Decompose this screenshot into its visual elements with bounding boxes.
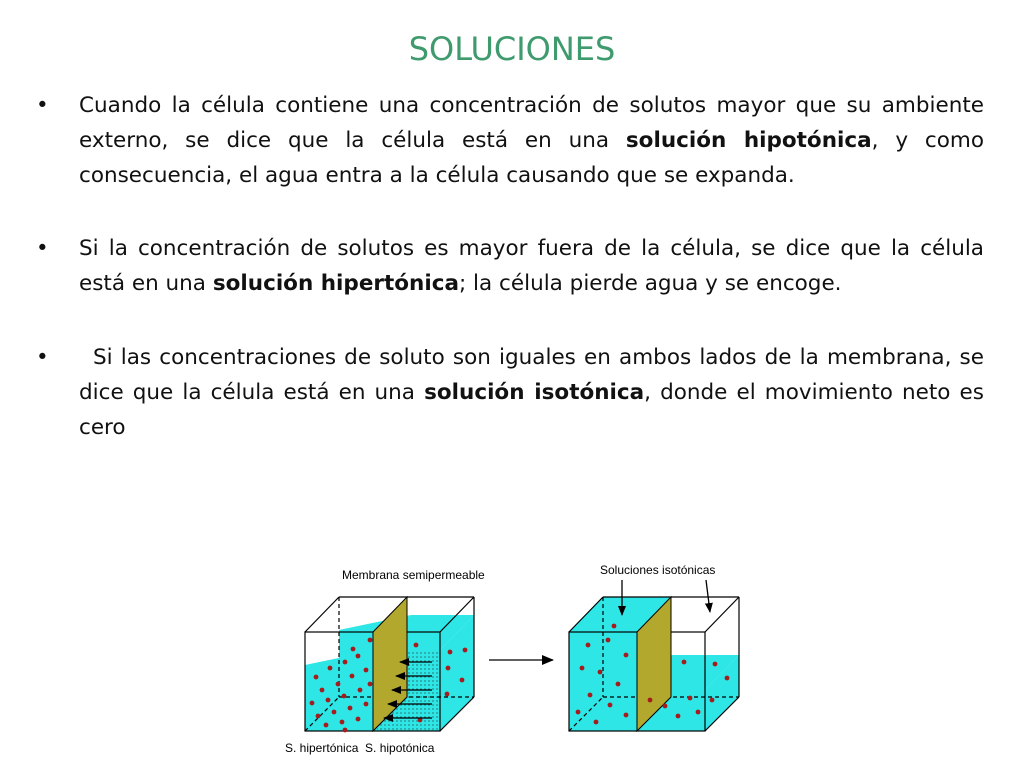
bullet-symbol: •: [36, 236, 49, 261]
term-isotonica: solución isotónica: [424, 380, 645, 405]
bullet-text-part2: ; la célula pierde agua y se encoge.: [458, 271, 842, 296]
page-title: SOLUCIONES: [408, 30, 616, 68]
box-before: [305, 597, 474, 732]
label-bottom: S. hipertónica S. hipotónica: [285, 741, 435, 755]
label-isotonic: Soluciones isotónicas: [600, 563, 716, 577]
bullet-text-part1: Si la concentración de solutos es mayor fuera de la célula, se dice que la célula está en una: [79, 236, 984, 296]
term-hipotonica: solución hipotónica: [625, 128, 872, 153]
term-hipertonica: solución hipertónica: [212, 271, 459, 296]
bullet-text-part2: , donde el movimiento neto es cero: [79, 380, 984, 440]
bullet-text-part2: , y como consecuencia, el agua entra a la célula causando que se expanda.: [79, 128, 984, 188]
bullet-text-part1: Cuando la célula contiene una concentración de solutos mayor que su ambiente externo, se dice que la célula está en una: [79, 93, 984, 153]
label-membrane: Membrana semipermeable: [342, 568, 485, 582]
bullet-text-part1: Si las concentraciones de soluto son iguales en ambos lados de la membrana, se dice que la célula está en una: [79, 345, 984, 405]
bullet-symbol: •: [36, 345, 49, 370]
box-after: [569, 580, 739, 731]
bullet-symbol: •: [36, 93, 49, 118]
